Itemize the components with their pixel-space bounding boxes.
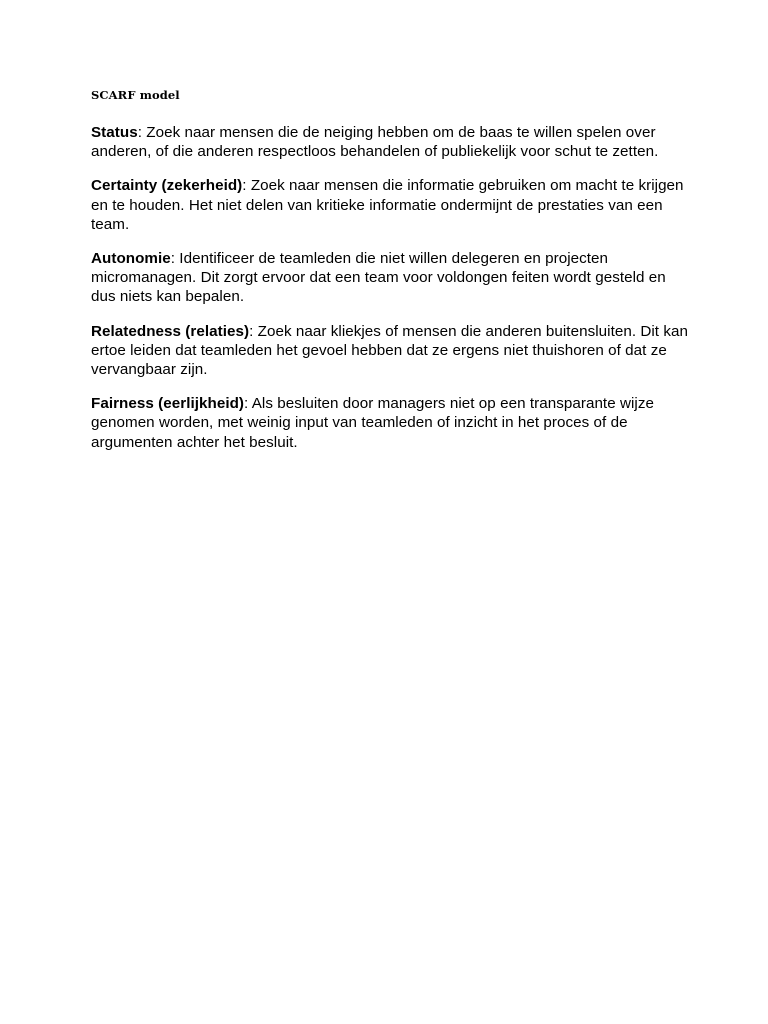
term-relatedness: Relatedness (relaties): [91, 322, 250, 340]
term-certainty: Certainty (zekerheid): [91, 177, 243, 195]
paragraph-text-relatedness: : Zoek naar kliekjes of mensen die anderen buitensluiten. Dit kan ertoe leiden dat teamleden het gevoel hebben dat ze ergens niet thuishoren of dat ze vervangbaar zijn.: [91, 322, 688, 379]
paragraph-fairness: [91, 394, 691, 452]
document-title: SCARF model: [91, 88, 180, 102]
paragraph-status: [91, 123, 691, 161]
paragraph-text-fairness: : Als besluiten door managers niet op een transparante wijze genomen worden, met weinig input van teamleden of inzicht in het proces of de argumenten achter het besluit.: [91, 395, 654, 451]
paragraph-text-certainty: : Zoek naar mensen die informatie gebruiken om macht te krijgen en te houden. Het niet delen van kritieke informatie ondermijnt de prestaties van een team.: [91, 177, 684, 233]
paragraph-autonomie: [91, 249, 691, 307]
document-page: [91, 86, 691, 467]
term-fairness: Fairness (eerlijkheid): [91, 395, 245, 413]
term-autonomie: Autonomie: [91, 250, 171, 268]
paragraph-relatedness: [91, 322, 691, 380]
paragraph-certainty: [91, 176, 691, 234]
paragraph-text-autonomie: : Identificeer de teamleden die niet willen delegeren en projecten micromanagen. Dit zorgt ervoor dat een team voor voldongen feiten wordt gesteld en dus niets kan bepalen.: [91, 250, 666, 306]
term-status: Status: [91, 124, 138, 141]
paragraph-text-status: : Zoek naar mensen die de neiging hebben om de baas te willen spelen over anderen, of die anderen respectloos behandelen of publiekelijk voor schut te zetten.: [91, 124, 659, 161]
